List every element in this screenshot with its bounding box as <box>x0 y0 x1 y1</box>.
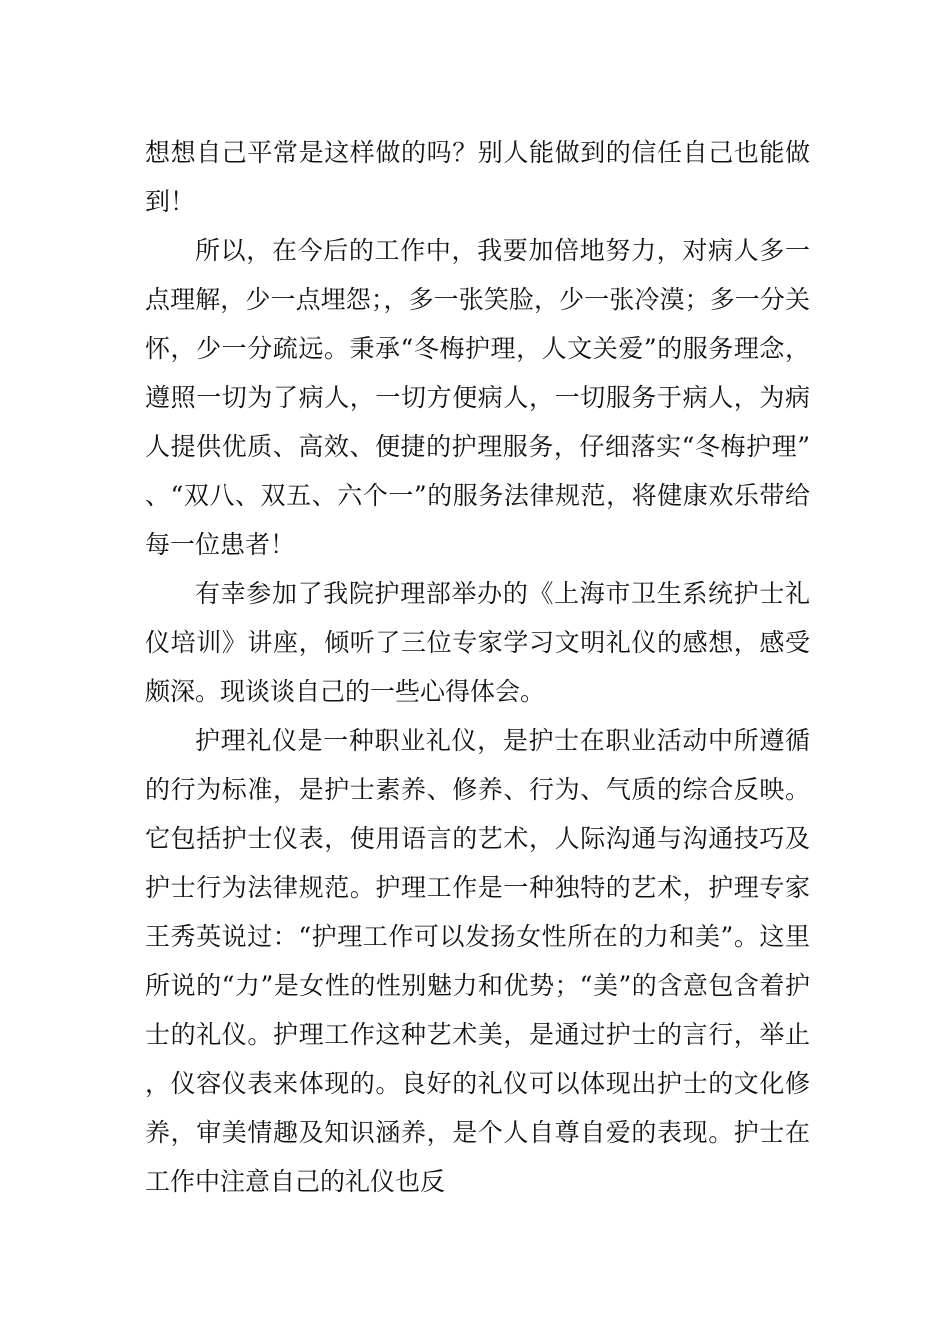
paragraph-2: 所以，在今后的工作中，我要加倍地努力，对病人多一点理解，少一点埋怨；，多一张笑脸，少一张冷漠；多一分关怀，少一分疏远。秉承“冬梅护理，人文关爱”的服务理念，遵照一切为了病人，一切方便病人，一切服务于病人，为病人提供优质、高效、便捷的护理服务，仔细落实“冬梅护理”、“双八、双五、六个一”的服务法律规范，将健康欢乐带给每一位患者！ <box>145 236 810 559</box>
paragraph-4: 护理礼仪是一种职业礼仪，是护士在职业活动中所遵循的行为标准，是护士素养、修养、行为、气质的综合反映。它包括护士仪表，使用语言的艺术，人际沟通与沟通技巧及护士行为法律规范。护理工作是一种独特的艺术，护理专家王秀英说过：“护理工作可以发扬女性所在的力和美”。这里所说的“力”是女性的性别魅力和优势；“美”的含意包含着护士的礼仪。护理工作这种艺术美，是通过护士的言行，举止，仪容仪表来体现的。良好的礼仪可以体现出护士的文化修养，审美情趣及知识涵养，是个人自尊自爱的表现。护士在工作中注意自己的礼仪也反 <box>145 726 810 1196</box>
paragraph-3: 有幸参加了我院护理部举办的《上海市卫生系统护士礼仪培训》讲座，倾听了三位专家学习文明礼仪的感想，感受颇深。现谈谈自己的一些心得体会。 <box>145 579 810 706</box>
paragraph-1: 想想自己平常是这样做的吗？别人能做到的信任自己也能做到！ <box>145 138 810 216</box>
document-body <box>145 128 810 1206</box>
